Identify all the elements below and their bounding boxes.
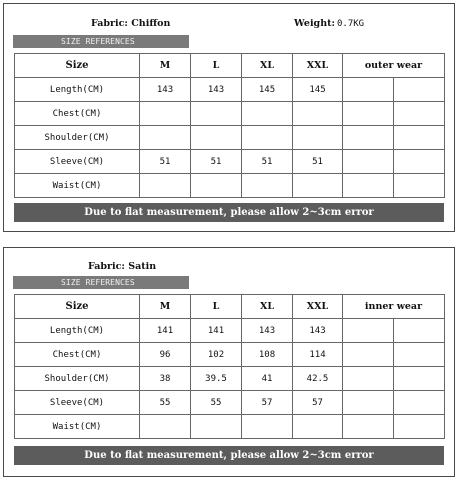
measurement-note: Due to flat measurement, please allow 2~3cm error xyxy=(14,446,444,465)
table-cell xyxy=(394,102,445,126)
table-cell: 143 xyxy=(191,78,242,102)
table-row xyxy=(15,367,445,391)
table-cell: 38 xyxy=(140,367,191,391)
table-cell xyxy=(242,174,293,198)
row-label: Shoulder(CM) xyxy=(15,367,140,391)
row-label: Sleeve(CM) xyxy=(15,391,140,415)
header-l: L xyxy=(191,295,242,319)
table-cell: 57 xyxy=(242,391,293,415)
table-row xyxy=(15,174,445,198)
table-cell xyxy=(343,102,394,126)
table-cell xyxy=(191,102,242,126)
table-cell: 39.5 xyxy=(191,367,242,391)
table-cell xyxy=(343,415,394,439)
table-cell: 141 xyxy=(191,319,242,343)
size-chart-chiffon xyxy=(3,3,455,232)
table-cell xyxy=(140,415,191,439)
header-m: M xyxy=(140,295,191,319)
table-cell xyxy=(343,126,394,150)
table-cell xyxy=(394,126,445,150)
table-cell xyxy=(191,415,242,439)
table-cell xyxy=(394,391,445,415)
table-cell: 145 xyxy=(293,78,343,102)
table-cell: 141 xyxy=(140,319,191,343)
table-cell xyxy=(343,150,394,174)
table-cell: 51 xyxy=(140,150,191,174)
table-row xyxy=(15,150,445,174)
table-cell: 41 xyxy=(242,367,293,391)
row-label: Waist(CM) xyxy=(15,415,140,439)
table-header-row xyxy=(15,295,445,319)
header-xxl: XXL xyxy=(293,295,343,319)
table-row xyxy=(15,415,445,439)
table-row xyxy=(15,102,445,126)
weight-value: 0.7KG xyxy=(337,19,365,29)
table-cell xyxy=(343,174,394,198)
table-cell xyxy=(293,126,343,150)
header-l: L xyxy=(191,54,242,78)
table-cell: 55 xyxy=(191,391,242,415)
header-wear-type: outer wear xyxy=(343,54,445,78)
table-cell xyxy=(343,367,394,391)
table-cell xyxy=(394,367,445,391)
table-cell: 108 xyxy=(242,343,293,367)
row-label: Waist(CM) xyxy=(15,174,140,198)
header-m: M xyxy=(140,54,191,78)
table-cell xyxy=(394,343,445,367)
header-xl: XL xyxy=(242,54,293,78)
table-cell xyxy=(293,415,343,439)
row-label: Sleeve(CM) xyxy=(15,150,140,174)
table-cell xyxy=(140,126,191,150)
table-cell xyxy=(394,78,445,102)
table-cell xyxy=(140,102,191,126)
table-cell xyxy=(394,319,445,343)
table-cell xyxy=(242,415,293,439)
header-xxl: XXL xyxy=(293,54,343,78)
table-cell xyxy=(293,174,343,198)
table-cell: 57 xyxy=(293,391,343,415)
table-cell xyxy=(343,319,394,343)
table-cell: 114 xyxy=(293,343,343,367)
table-cell: 42.5 xyxy=(293,367,343,391)
row-label: Length(CM) xyxy=(15,78,140,102)
table-cell: 143 xyxy=(293,319,343,343)
table-row xyxy=(15,126,445,150)
table-header-row xyxy=(15,54,445,78)
table-cell: 143 xyxy=(140,78,191,102)
row-label: Shoulder(CM) xyxy=(15,126,140,150)
table-cell xyxy=(394,174,445,198)
size-chart-satin xyxy=(3,247,455,477)
table-cell: 102 xyxy=(191,343,242,367)
table-cell xyxy=(191,126,242,150)
table-cell xyxy=(140,174,191,198)
table-cell xyxy=(343,391,394,415)
header-wear-type: inner wear xyxy=(343,295,445,319)
section-title: SIZE REFERENCES xyxy=(13,35,189,48)
fabric-label: Fabric: Chiffon xyxy=(91,18,171,29)
row-label: Chest(CM) xyxy=(15,343,140,367)
size-table xyxy=(14,53,445,198)
section-title: SIZE REFERENCES xyxy=(13,276,189,289)
table-cell xyxy=(343,78,394,102)
table-row xyxy=(15,343,445,367)
fabric-label: Fabric: Satin xyxy=(88,261,157,272)
table-cell: 55 xyxy=(140,391,191,415)
table-cell: 143 xyxy=(242,319,293,343)
table-cell: 96 xyxy=(140,343,191,367)
table-cell: 51 xyxy=(242,150,293,174)
row-label: Length(CM) xyxy=(15,319,140,343)
header-size: Size xyxy=(15,54,140,78)
table-cell xyxy=(343,343,394,367)
table-row xyxy=(15,78,445,102)
table-cell xyxy=(293,102,343,126)
weight-label: Weight: xyxy=(294,18,335,29)
table-cell xyxy=(394,415,445,439)
table-row xyxy=(15,391,445,415)
table-cell: 145 xyxy=(242,78,293,102)
table-row xyxy=(15,319,445,343)
size-table xyxy=(14,294,445,439)
table-cell xyxy=(191,174,242,198)
header-size: Size xyxy=(15,295,140,319)
measurement-note: Due to flat measurement, please allow 2~3cm error xyxy=(14,203,444,222)
table-cell: 51 xyxy=(293,150,343,174)
table-cell xyxy=(242,102,293,126)
row-label: Chest(CM) xyxy=(15,102,140,126)
table-cell: 51 xyxy=(191,150,242,174)
weight-info xyxy=(294,18,364,29)
header-xl: XL xyxy=(242,295,293,319)
table-cell xyxy=(242,126,293,150)
table-cell xyxy=(394,150,445,174)
